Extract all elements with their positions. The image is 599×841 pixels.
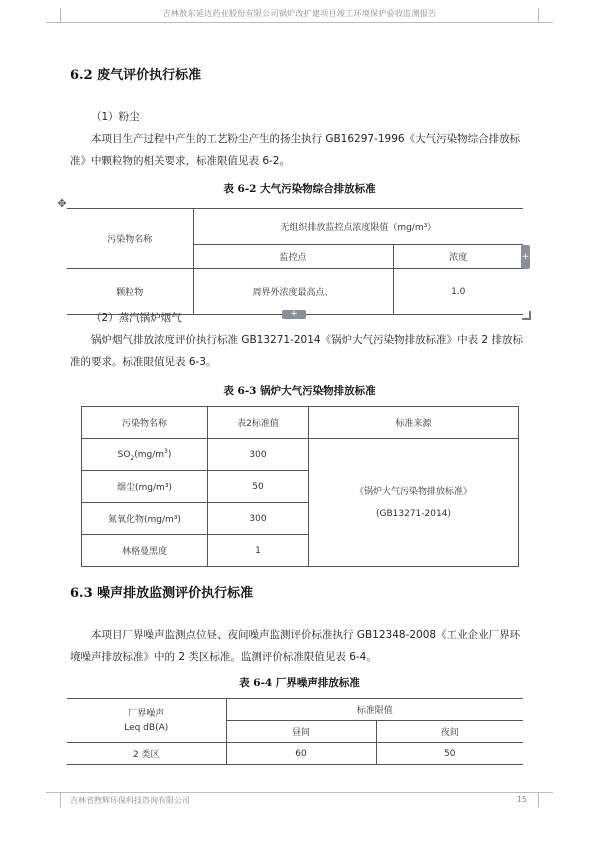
t63-row-dust-value[interactable]: 50 (208, 471, 309, 503)
t64-header-night[interactable]: 夜间 (376, 721, 523, 743)
page-header: 吉林敖东延边药业股份有限公司锅炉改扩建项目竣工环境保护验收监测报告 (162, 9, 437, 18)
t64-cell-class[interactable]: 2 类区 (67, 743, 226, 765)
t62-cell-point[interactable]: 周界外浓度最高点、 (193, 269, 393, 315)
section-heading-6-2[interactable]: 6.2 废气评价执行标准 (70, 68, 202, 83)
table-6-2-caption[interactable]: 表 6-2 大气污染物综合排放标准 (223, 183, 376, 195)
t64-header-noise-line1: 厂界噪声 (128, 708, 165, 719)
t64-header-day[interactable]: 昼间 (226, 721, 376, 743)
t63-header-source[interactable]: 标准来源 (309, 407, 519, 439)
t64-cell-day[interactable]: 60 (226, 743, 376, 765)
t62-header-pollutant[interactable]: 污染物名称 (67, 209, 193, 269)
table-add-row-icon[interactable]: + (282, 310, 306, 319)
footer-rule (60, 792, 539, 793)
t62-header-point[interactable]: 监控点 (193, 245, 393, 269)
t63-header-name[interactable]: 污染物名称 (82, 407, 208, 439)
paragraph-dust[interactable]: 本项目生产过程中产生的工艺粉尘产生的扬尘执行 GB16297-1996《大气污染物综合排放标准》中颗粒物的相关要求，标准限值见表 6-2。 (70, 133, 521, 167)
header-rule (60, 22, 539, 23)
table-6-3-caption[interactable]: 表 6-3 锅炉大气污染物排放标准 (223, 385, 376, 397)
t63-row-nox-value[interactable]: 300 (208, 503, 309, 535)
t63-source-line1: 《锅炉大气污染物排放标准》 (354, 486, 472, 497)
table-add-column-icon[interactable]: + (521, 245, 530, 269)
t63-row-so2-name[interactable]: $SO_2(mg/m^3)$ (82, 439, 208, 471)
subheading-boiler[interactable]: （2）蒸汽锅炉烟气 (91, 312, 182, 324)
table-6-4-caption[interactable]: 表 6-4 厂界噪声排放标准 (239, 677, 360, 689)
table-6-2[interactable] (67, 208, 523, 315)
paragraph-noise[interactable]: 本项目厂界噪声监测点位昼、夜间噪声监测评价标准执行 GB12348-2008《工业企业厂界环境噪声排放标准》中的 2 类区标准。监测评价标准限值见表 6-4。 (70, 629, 521, 663)
t62-header-limit[interactable]: 无组织排放监控点浓度限值（mg/m³） (193, 209, 523, 245)
crop-mark-top-right (538, 8, 553, 23)
t63-row-so2-value[interactable]: 300 (208, 439, 309, 471)
t63-row-nox-name[interactable]: 氮氧化物(mg/m³) (82, 503, 208, 535)
page-number: 15 (516, 795, 527, 804)
t64-header-limit[interactable]: 标准限值 (226, 699, 523, 721)
t62-cell-name[interactable]: 颗粒物 (67, 269, 193, 315)
t63-source-cell[interactable] (309, 439, 519, 567)
section-heading-6-3[interactable]: 6.3 噪声排放监测评价执行标准 (70, 586, 254, 601)
t63-row-ringelmann-name[interactable]: 林格曼黑度 (82, 535, 208, 567)
table-6-3[interactable] (81, 406, 519, 567)
t63-row-dust-name[interactable]: 烟尘(mg/m³) (82, 471, 208, 503)
table-move-icon[interactable]: ✥ (57, 197, 67, 210)
t62-header-conc[interactable]: 浓度 (393, 245, 523, 269)
t64-cell-night[interactable]: 50 (376, 743, 523, 765)
t63-row-ringelmann-value[interactable]: 1 (208, 535, 309, 567)
t62-cell-value[interactable]: 1.0 (393, 269, 523, 315)
subheading-dust[interactable]: （1）粉尘 (91, 111, 140, 123)
table-6-4[interactable] (67, 698, 523, 765)
t63-header-value[interactable]: 表2标准值 (208, 407, 309, 439)
footer-company: 吉林省煦辉环保科技咨询有限公司 (70, 796, 190, 805)
crop-mark-bottom-left (46, 792, 61, 807)
t64-header-noise-line2: Leq dB(A) (124, 722, 169, 733)
t64-header-noise[interactable] (67, 699, 226, 743)
paragraph-boiler[interactable]: 锅炉烟气排放浓度评价执行标准 GB13271-2014《锅炉大气污染物排放标准》中表 2 排放标准的要求。标准限值见表 6-3。 (70, 334, 523, 368)
crop-mark-top-left (46, 8, 61, 23)
crop-mark-bottom-right (538, 792, 553, 807)
t63-source-line2: (GB13271-2014) (376, 508, 451, 519)
